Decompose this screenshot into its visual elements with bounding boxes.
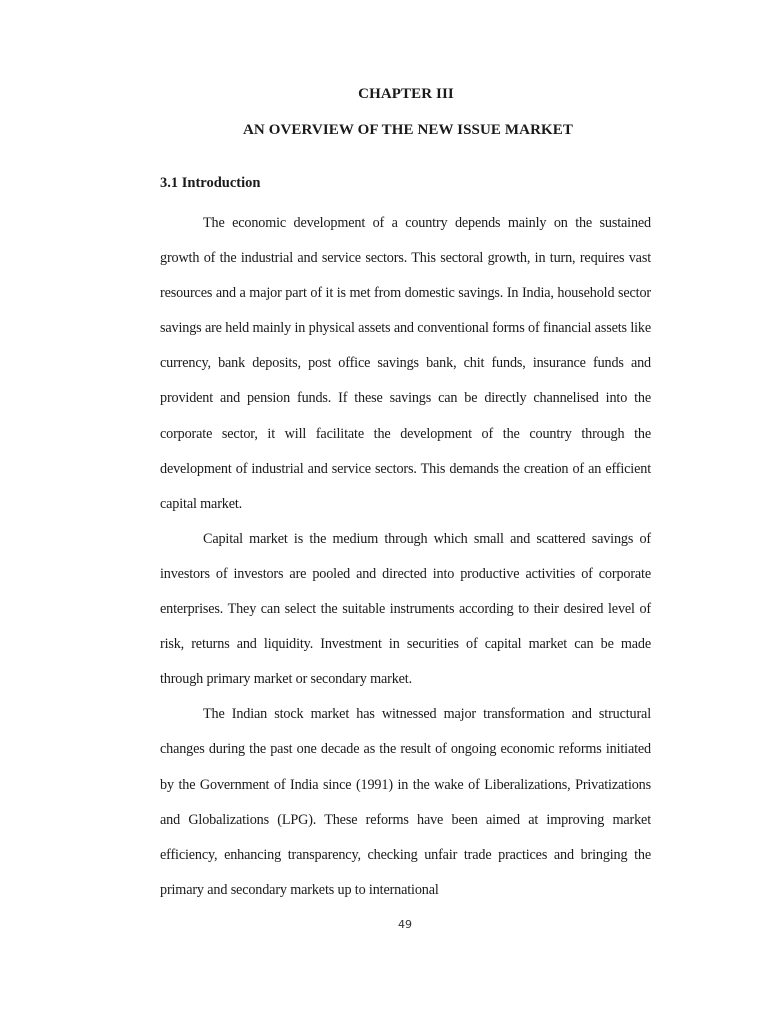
body-text	[160, 206, 651, 908]
page-number: 49	[398, 918, 412, 931]
section-heading: 3.1 Introduction	[160, 175, 261, 191]
chapter-label: CHAPTER III	[358, 86, 454, 102]
paragraph-1: The economic development of a country depends mainly on the sustained growth of the industrial and service sectors. This sectoral growth, in turn, requires vast resources and a major part of it is met from domestic savings. In India, household sector savings are held mainly in physical assets and conventional forms of financial assets like currency, bank deposits, post office savings bank, chit funds, insurance funds and provident and pension funds. If these savings can be directly channelised into the corporate sector, it will facilitate the development of the country through the development of industrial and service sectors. This demands the creation of an efficient capital market.	[160, 215, 651, 512]
chapter-title: AN OVERVIEW OF THE NEW ISSUE MARKET	[243, 122, 573, 138]
paragraph-2: Capital market is the medium through which small and scattered savings of investors of investors are pooled and directed into productive activities of corporate enterprises. They can select the suitable instruments according to their desired level of risk, returns and liquidity. Investment in securities of capital market can be made through primary market or secondary market.	[160, 530, 651, 688]
paragraph-3: The Indian stock market has witnessed major transformation and structural changes during the past one decade as the result of ongoing economic reforms initiated by the Government of India since (1991) in the wake of Liberalizations, Privatizations and Globalizations (LPG). These reforms have been aimed at improving market efficiency, enhancing transparency, checking unfair trade practices and bringing the primary and secondary markets up to international	[160, 706, 651, 898]
